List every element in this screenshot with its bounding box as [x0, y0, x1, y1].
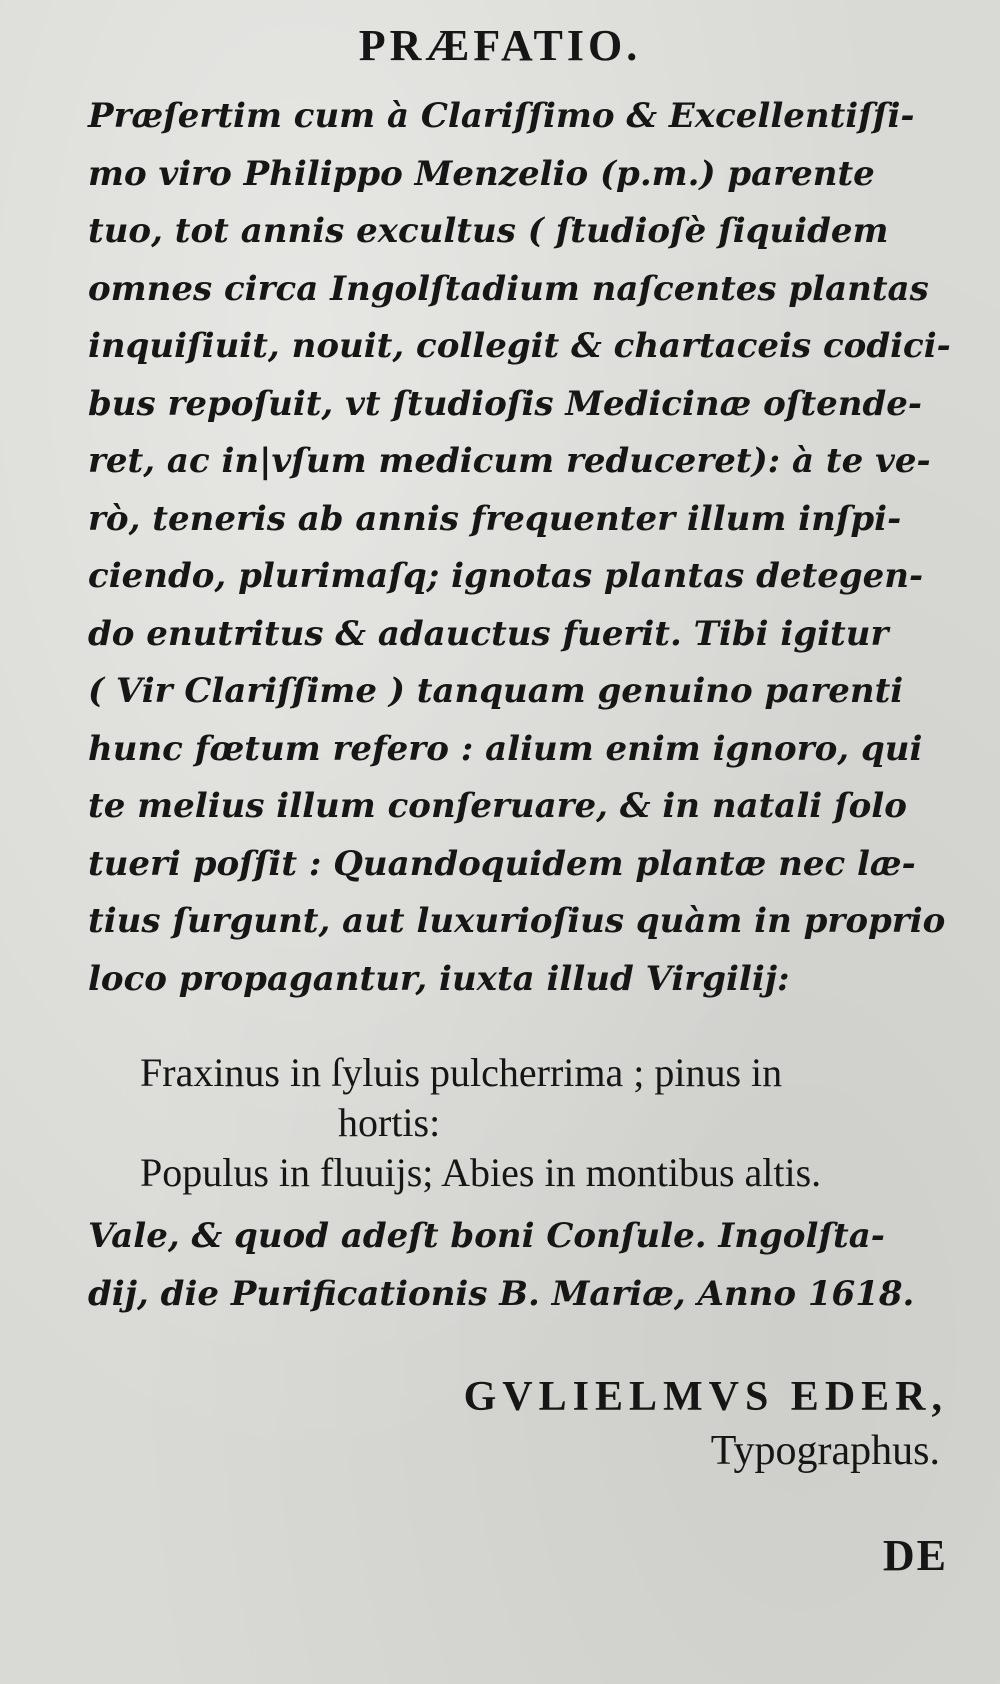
body-line: rò, teneris ab annis frequenter illum inſpi- — [88, 498, 902, 539]
signature-block — [464, 1370, 948, 1478]
body-line: ret, ac in|vſum medicum reduceret): à te ve- — [88, 441, 931, 481]
body-line: do enutritus & adauctus fuerit. Tibi igitur — [88, 613, 889, 654]
body-line: inquiſiuit, nouit, collegit & chartaceis codici- — [88, 326, 951, 366]
body-line: tius ſurgunt, aut luxurioſius quàm in proprio — [88, 901, 946, 941]
closing-line: Vale, & quod adeſt boni Conſule. Ingolſta- — [88, 1216, 885, 1256]
body-line: loco propagantur, iuxta illud Virgilij: — [88, 958, 790, 999]
signature-role: Typographus. — [710, 1428, 940, 1474]
closing-salutation — [88, 1207, 950, 1323]
catchword: DE — [882, 1531, 948, 1580]
body-line: Præſertim cum à Clariſſimo & Excellentiſſi- — [88, 96, 915, 136]
page-title: PRÆFATIO. — [358, 21, 642, 70]
virgil-verse — [140, 1048, 960, 1198]
body-line: hunc fœtum refero : alium enim ignoro, qui — [88, 728, 923, 769]
body-line: ( Vir Clariſſime ) tanquam genuino parenti — [88, 671, 904, 711]
body-line: omnes circa Ingolſtadium naſcentes plantas — [88, 268, 929, 309]
verse-line: hortis: — [338, 1100, 441, 1145]
body-line: bus repoſuit, vt ſtudioſis Medicinæ oſtende- — [88, 383, 923, 424]
body-line: tueri poſſit : Quandoquidem plantæ nec læ- — [88, 843, 916, 884]
body-line: tuo, tot annis excultus ( ſtudioſè ſiquidem — [88, 211, 889, 251]
closing-line: dij, die Purificationis B. Mariæ, Anno 1618. — [88, 1274, 915, 1314]
preface-body — [88, 88, 950, 1008]
body-line: ciendo, plurimaſq; ignotas plantas detegen- — [88, 556, 924, 596]
signature-name: GVLIELMVS EDER, — [463, 1374, 948, 1420]
verse-line: Populus in fluuijs; Abies in montibus altis. — [140, 1150, 822, 1195]
verse-line: Fraxinus in ſyluis pulcherrima ; pinus in — [140, 1050, 783, 1095]
body-line: mo viro Philippo Menzelio (p.m.) parente — [88, 153, 875, 194]
body-line: te melius illum conſeruare, & in natali ſolo — [88, 786, 907, 826]
